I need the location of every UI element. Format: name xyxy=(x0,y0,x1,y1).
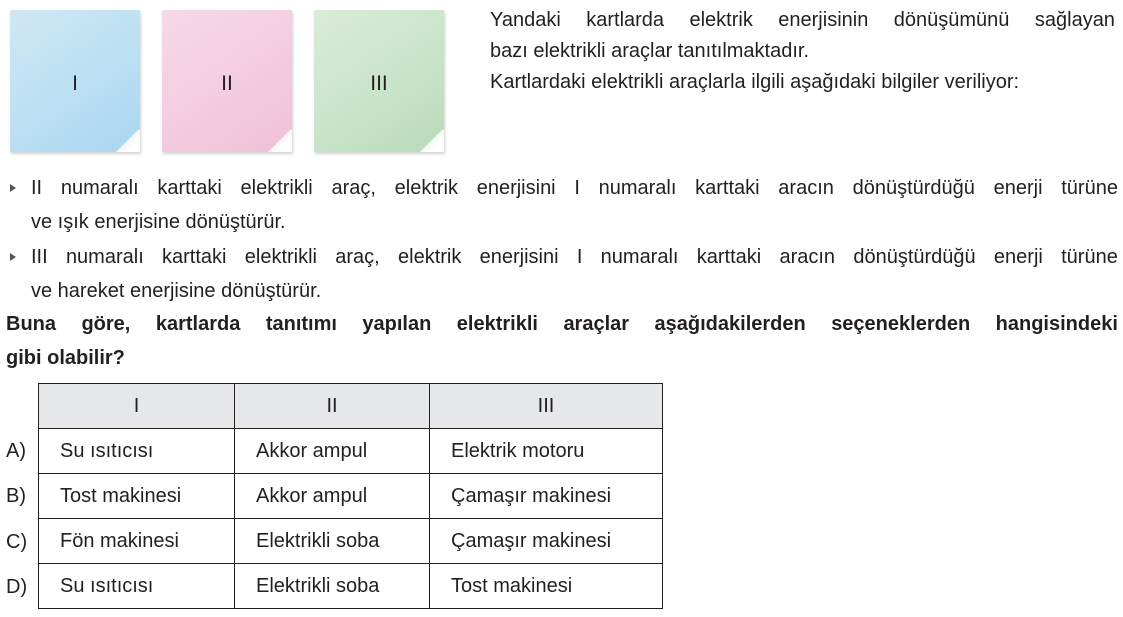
card-i xyxy=(10,10,140,152)
bullet-arrow-icon xyxy=(10,184,16,192)
card-label: I xyxy=(72,72,78,95)
word: karttaki xyxy=(162,246,227,268)
table-cell: Akkor ampul xyxy=(235,474,430,519)
word: kartlarda xyxy=(155,313,241,335)
word: dönüştürdüğü xyxy=(853,246,976,268)
bullet-line xyxy=(10,240,1118,274)
word: II xyxy=(31,177,43,199)
table-row[interactable] xyxy=(39,474,663,519)
word: seçeneklerden xyxy=(831,313,971,335)
word: araç, xyxy=(335,246,380,268)
word: numaralı xyxy=(65,246,144,268)
word: aşağıdakilerden xyxy=(654,313,806,335)
word: numaralı xyxy=(60,177,139,199)
word: araçlar xyxy=(563,313,630,335)
card-label: II xyxy=(221,72,233,95)
table-cell: Fön makinesi xyxy=(39,519,235,564)
table-cell: Su ısıtıcısı xyxy=(39,564,235,609)
word: elektrikli xyxy=(240,177,313,199)
bullet-item-1 xyxy=(10,171,1118,239)
table-cell: Akkor ampul xyxy=(235,429,430,474)
word: hangisindeki xyxy=(995,313,1118,335)
word: enerjisinin xyxy=(778,9,869,31)
column-header: II xyxy=(235,384,430,429)
word: göre, xyxy=(81,313,131,335)
word: türüne xyxy=(1061,177,1118,199)
table-cell: Elektrik motoru xyxy=(430,429,663,474)
word: elektrik xyxy=(398,246,462,268)
option-letter-c[interactable]: C) xyxy=(6,531,28,553)
table-row[interactable] xyxy=(39,429,663,474)
bullet-line: ve hareket enerjisine dönüştürür. xyxy=(31,280,322,302)
word: yapılan xyxy=(362,313,432,335)
bullet-item-2 xyxy=(10,240,1118,308)
option-letter-b[interactable]: B) xyxy=(6,485,26,507)
card-iii xyxy=(314,10,444,152)
word: III xyxy=(31,246,48,268)
bullet-line: ve ışık enerjisine dönüştürür. xyxy=(31,211,286,233)
word: enerji xyxy=(993,177,1043,199)
word: araç, xyxy=(331,177,376,199)
question-text xyxy=(6,307,1118,375)
column-header: III xyxy=(430,384,663,429)
word: sağlayan xyxy=(1034,9,1115,31)
word: numaralı xyxy=(598,177,677,199)
table-row[interactable] xyxy=(39,564,663,609)
word: enerjisini xyxy=(479,246,559,268)
word: karttaki xyxy=(695,177,760,199)
word: türüne xyxy=(1061,246,1118,268)
word: I xyxy=(576,246,583,268)
table-cell: Çamaşır makinesi xyxy=(430,474,663,519)
table-cell: Su ısıtıcısı xyxy=(39,429,235,474)
card-ii xyxy=(162,10,292,152)
word: aracın xyxy=(779,246,836,268)
options-table xyxy=(38,383,663,609)
word: dönüşümünü xyxy=(893,9,1010,31)
word: elektrik xyxy=(689,9,753,31)
intro-line-1 xyxy=(490,5,1115,36)
word: numaralı xyxy=(600,246,679,268)
intro-paragraph xyxy=(490,5,1115,98)
word: enerjisini xyxy=(476,177,556,199)
table-cell: Tost makinesi xyxy=(430,564,663,609)
word: I xyxy=(574,177,580,199)
word: Yandaki xyxy=(490,9,561,31)
question-line-1 xyxy=(6,307,1118,341)
bullet-line xyxy=(10,171,1118,205)
intro-line-3: Kartlardaki elektrikli araçlarla ilgili aşağıdaki bilgiler veriliyor: xyxy=(490,71,1020,93)
column-header: I xyxy=(39,384,235,429)
word: aracın xyxy=(778,177,834,199)
table-header-row xyxy=(39,384,663,429)
word: karttaki xyxy=(157,177,222,199)
option-letter-d[interactable]: D) xyxy=(6,576,28,598)
table-cell: Elektrikli soba xyxy=(235,519,430,564)
word: tanıtımı xyxy=(265,313,337,335)
table-cell: Elektrikli soba xyxy=(235,564,430,609)
word: karttaki xyxy=(696,246,762,268)
intro-line-2: bazı elektrikli araçlar tanıtılmaktadır. xyxy=(490,40,810,62)
table-cell: Çamaşır makinesi xyxy=(430,519,663,564)
card-label: III xyxy=(370,72,388,95)
bullet-arrow-icon xyxy=(10,253,16,261)
word: kartlarda xyxy=(586,9,665,31)
table-cell: Tost makinesi xyxy=(39,474,235,519)
word: elektrikli xyxy=(244,246,317,268)
option-letter-a[interactable]: A) xyxy=(6,440,26,462)
word: elektrikli xyxy=(456,313,538,335)
table-row[interactable] xyxy=(39,519,663,564)
word: enerji xyxy=(993,246,1043,268)
question-line-2: gibi olabilir? xyxy=(6,347,125,369)
word: Buna xyxy=(6,313,56,335)
word: elektrik xyxy=(394,177,458,199)
word: dönüştürdüğü xyxy=(852,177,975,199)
